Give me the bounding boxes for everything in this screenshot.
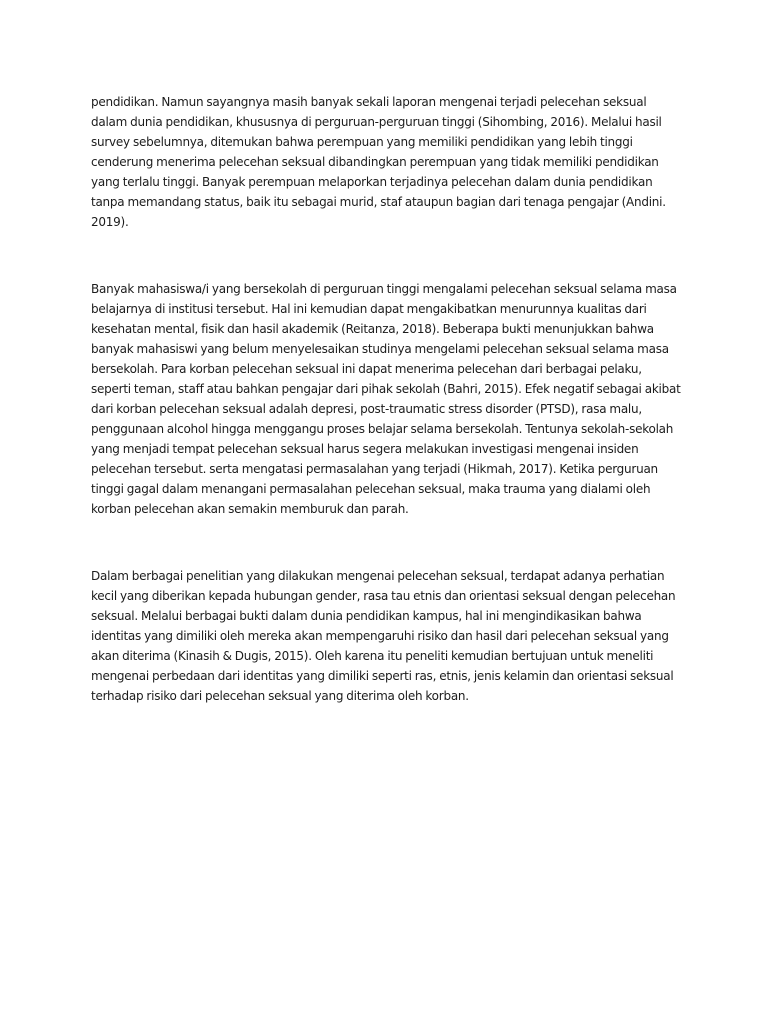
paragraph-2: Banyak mahasiswa/i yang bersekolah di perguruan tinggi mengalami pelecehan seksual selama masa belajarnya di institusi tersebut. Hal ini kemudian dapat mengakibatkan menurunnya kualitas dari kesehatan mental, fisik dan hasil akademik (Reitanza, 2018). Beberapa bukti menunjukkan bahwa banyak mahasiswi yang belum menyelesaikan studinya mengelami pelecehan seksual selama masa bersekolah. Para korban pelecehan seksual ini dapat menerima pelecehan dari berbagai pelaku, seperti teman, staff atau bahkan pengajar dari pihak sekolah (Bahri, 2015). Efek negatif sebagai akibat dari korban pelecehan seksual adalah depresi, post-traumatic stress disorder (PTSD), rasa malu, penggunaan alcohol hingga menggangu proses belajar selama bersekolah. Tentunya sekolah-sekolah yang menjadi tempat pelecehan seksual harus segera melakukan investigasi mengenai insiden pelecehan tersebut. serta mengatasi permasalahan yang terjadi (Hikmah, 2017). Ketika perguruan tinggi gagal dalam menangani permasalahan pelecehan seksual, maka trauma yang dialami oleh korban pelecehan akan semakin memburuk dan parah. [91,282,681,516]
paragraph-1: pendidikan. Namun sayangnya masih banyak sekali laporan mengenai terjadi pelecehan seksual dalam dunia pendidikan, khususnya di perguruan-perguruan tinggi (Sihombing, 2016). Melalui hasil survey sebelumnya, ditemukan bahwa perempuan yang memiliki pendidikan yang lebih tinggi cenderung menerima pelecehan seksual dibandingkan perempuan yang tidak memiliki pendidikan yang terlalu tinggi. Banyak perempuan melaporkan terjadinya pelecehan dalam dunia pendidikan tanpa memandang status, baik itu sebagai murid, staf ataupun bagian dari tenaga pengajar (Andini. 2019). [91,95,666,229]
paragraph-3: Dalam berbagai penelitian yang dilakukan mengenai pelecehan seksual, terdapat adanya perhatian kecil yang diberikan kepada hubungan gender, rasa tau etnis dan orientasi seksual dengan pelecehan seksual. Melalui berbagai bukti dalam dunia pendidikan kampus, hal ini mengindikasikan bahwa identitas yang dimiliki oleh mereka akan mempengaruhi risiko dan hasil dari pelecehan seksual yang akan diterima (Kinasih & Dugis, 2015). Oleh karena itu peneliti kemudian bertujuan untuk meneliti mengenai perbedaan dari identitas yang dimiliki seperti ras, etnis, jenis kelamin dan orientasi seksual terhadap risiko dari pelecehan seksual yang diterima oleh korban. [91,569,676,703]
document-body [91,92,681,706]
